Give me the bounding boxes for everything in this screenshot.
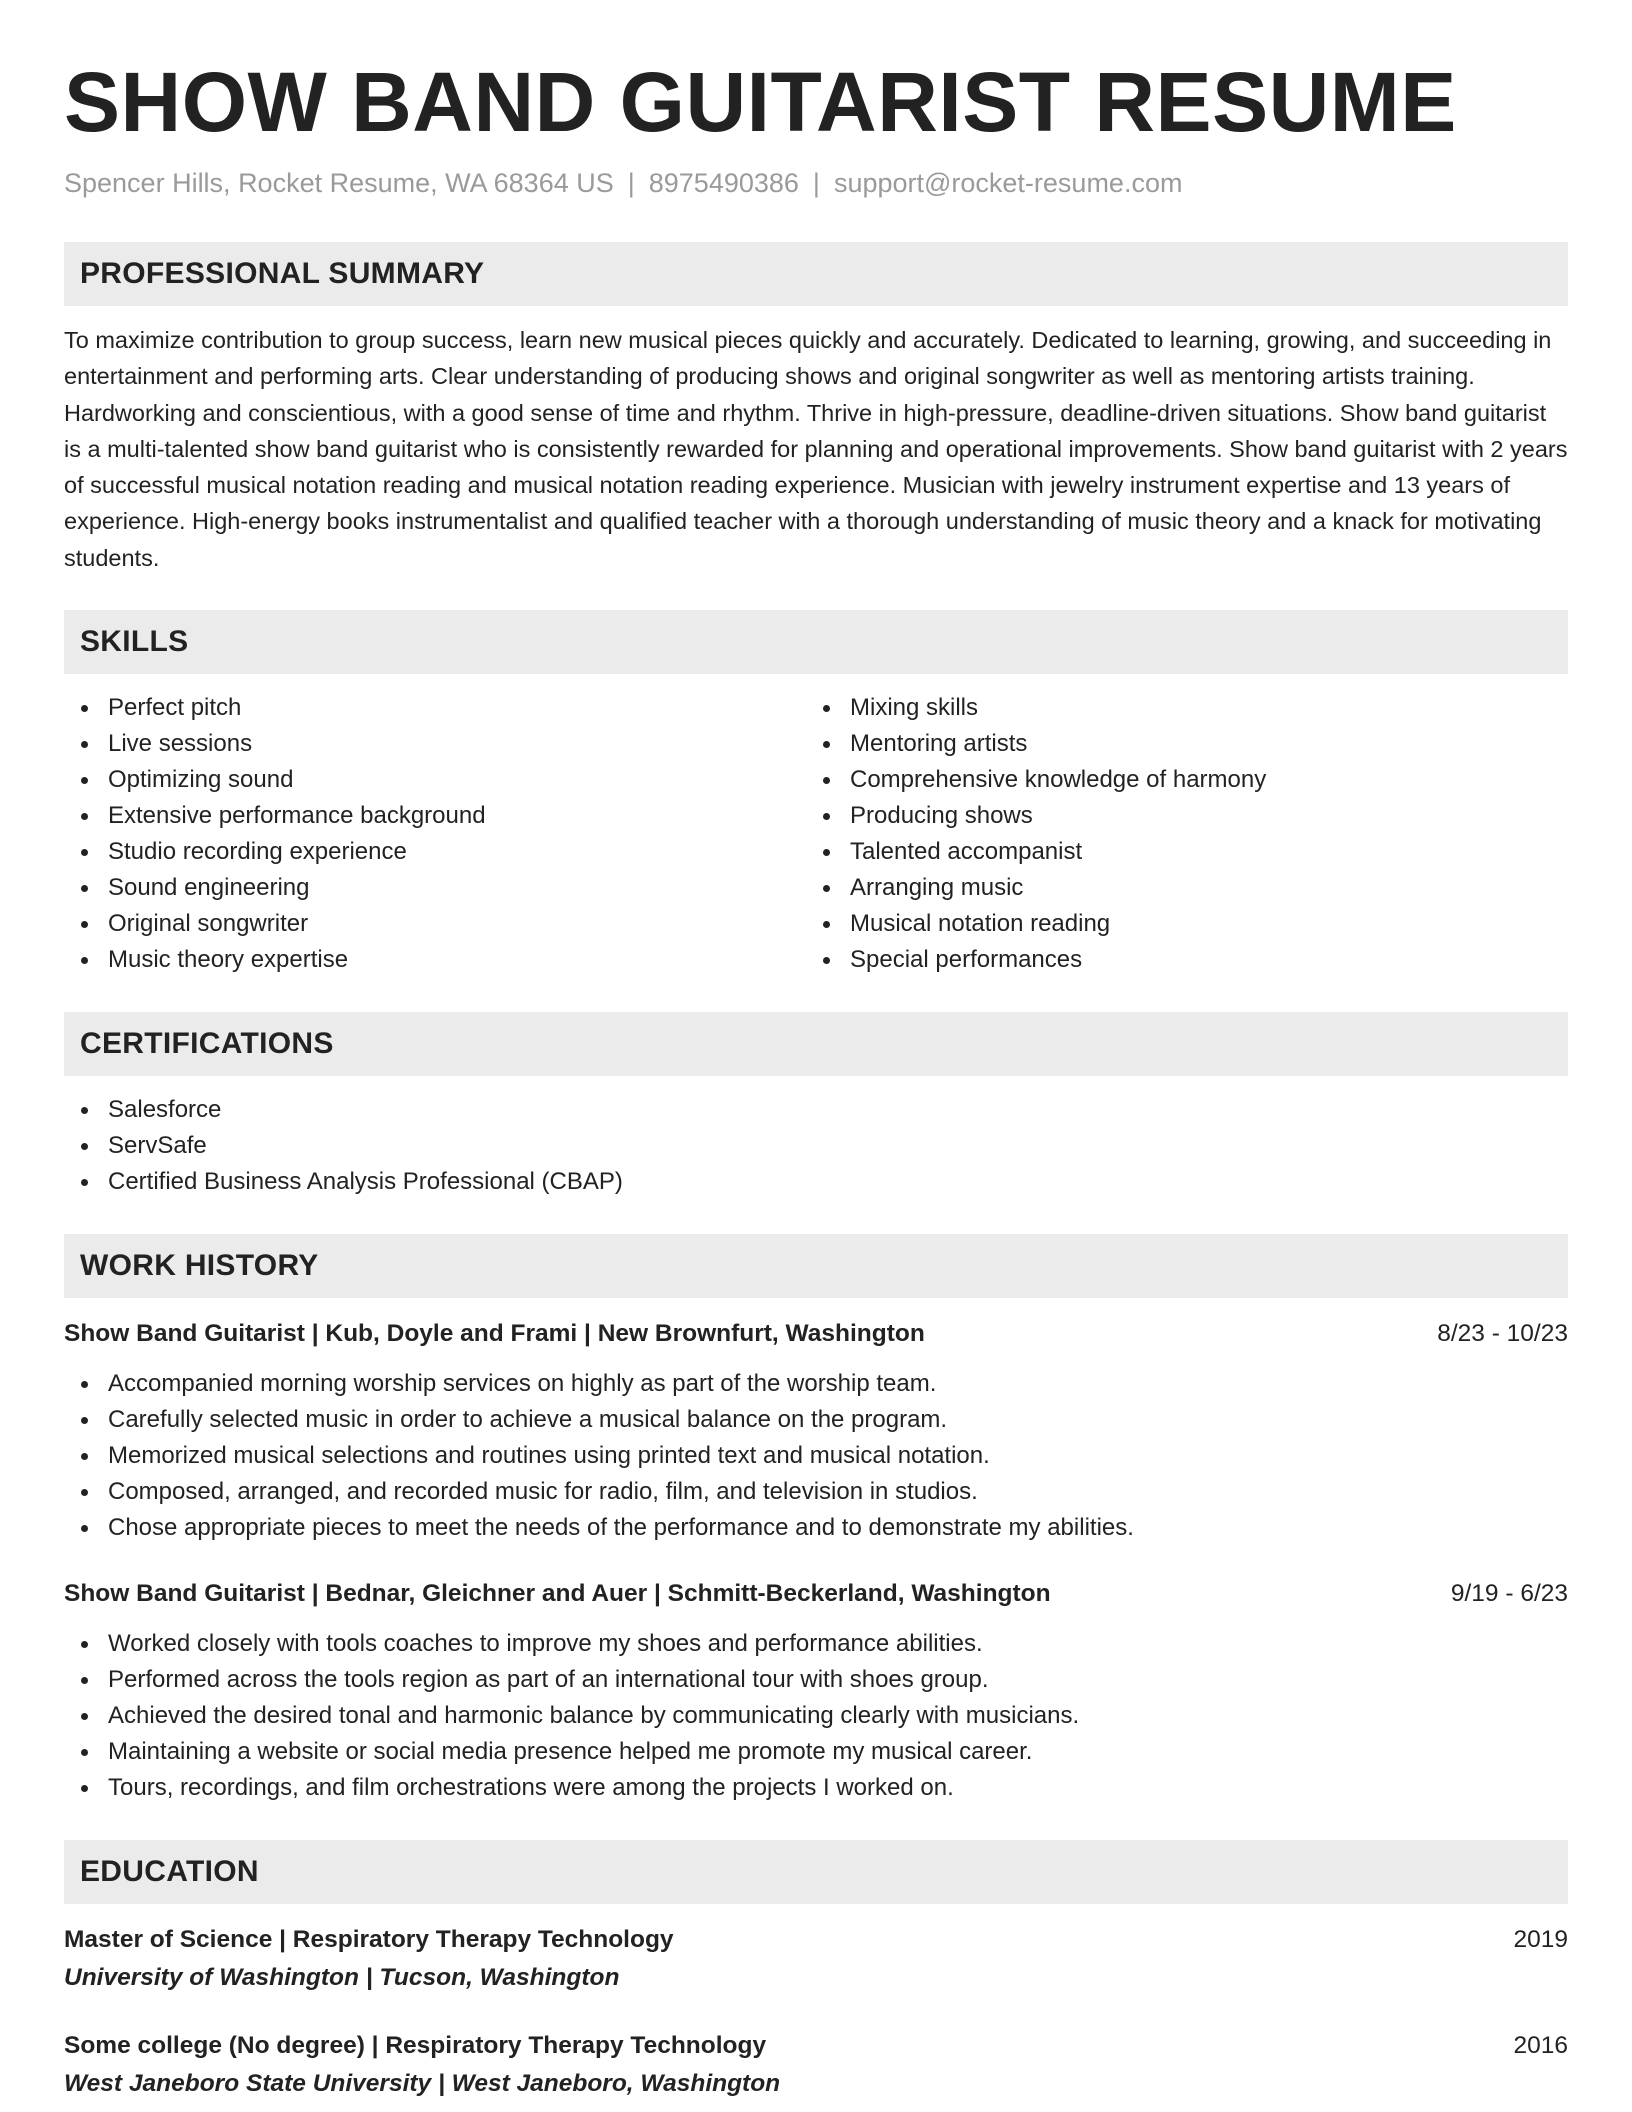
education-school: University of Washington | Tucson, Washington <box>64 1964 620 1992</box>
contact-email: support@rocket-resume.com <box>833 168 1183 198</box>
job-entry <box>64 1576 1568 1806</box>
skill-item: Talented accompanist <box>806 834 1548 870</box>
contact-phone: 8975490386 <box>648 168 799 198</box>
education-header <box>64 1922 1568 1958</box>
skill-item: Perfect pitch <box>64 690 806 726</box>
skill-item: Comprehensive knowledge of harmony <box>806 762 1548 798</box>
job-bullet: Achieved the desired tonal and harmonic balance by communicating clearly with musicians. <box>64 1698 1568 1734</box>
certification-item: Salesforce <box>64 1092 1568 1128</box>
job-bullet: Worked closely with tools coaches to improve my shoes and performance abilities. <box>64 1626 1568 1662</box>
job-bullet: Tours, recordings, and film orchestrations were among the projects I worked on. <box>64 1770 1568 1806</box>
certification-item: ServSafe <box>64 1128 1568 1164</box>
certifications-list <box>64 1092 1568 1200</box>
job-bullet: Composed, arranged, and recorded music for radio, film, and television in studios. <box>64 1474 1568 1510</box>
job-title: Show Band Guitarist | Kub, Doyle and Frami | New Brownfurt, Washington <box>64 1320 925 1348</box>
skill-item: Music theory expertise <box>64 942 806 978</box>
job-title: Show Band Guitarist | Bednar, Gleichner and Auer | Schmitt-Beckerland, Washington <box>64 1580 1051 1608</box>
job-header <box>64 1316 1568 1352</box>
job-bullet: Carefully selected music in order to achieve a musical balance on the program. <box>64 1402 1568 1438</box>
education-school: West Janeboro State University | West Janeboro, Washington <box>64 2070 781 2098</box>
skills-column-left <box>64 690 806 978</box>
education-entry <box>64 2028 1568 2104</box>
job-bullet: Performed across the tools region as part of an international tour with shoes group. <box>64 1662 1568 1698</box>
section-header-summary: PROFESSIONAL SUMMARY <box>64 242 1568 306</box>
contact-separator: | <box>812 168 820 198</box>
education-degree: Master of Science | Respiratory Therapy Technology <box>64 1926 674 1954</box>
skill-item: Original songwriter <box>64 906 806 942</box>
section-header-education: EDUCATION <box>64 1840 1568 1904</box>
section-header-work-history: WORK HISTORY <box>64 1234 1568 1298</box>
contact-address: Spencer Hills, Rocket Resume, WA 68364 US <box>64 168 614 198</box>
education-year: 2019 <box>1513 1926 1568 1954</box>
skill-item: Extensive performance background <box>64 798 806 834</box>
job-entry <box>64 1316 1568 1546</box>
section-header-skills: SKILLS <box>64 610 1568 674</box>
skill-item: Arranging music <box>806 870 1548 906</box>
job-dates: 9/19 - 6/23 <box>1450 1580 1568 1608</box>
job-dates: 8/23 - 10/23 <box>1437 1320 1568 1348</box>
certification-item: Certified Business Analysis Professional (CBAP) <box>64 1164 1568 1200</box>
education-degree: Some college (No degree) | Respiratory Therapy Technology <box>64 2032 767 2060</box>
job-bullets <box>64 1366 1568 1546</box>
job-bullet: Maintaining a website or social media presence helped me promote my musical career. <box>64 1734 1568 1770</box>
job-bullets <box>64 1626 1568 1806</box>
skill-item: Musical notation reading <box>806 906 1548 942</box>
section-header-certifications: CERTIFICATIONS <box>64 1012 1568 1076</box>
resume-title: SHOW BAND GUITARIST RESUME <box>64 55 1457 149</box>
skill-item: Mentoring artists <box>806 726 1548 762</box>
skills-column-right <box>806 690 1548 978</box>
skill-item: Sound engineering <box>64 870 806 906</box>
job-header <box>64 1576 1568 1612</box>
resume-page <box>64 50 1568 2104</box>
skill-item: Studio recording experience <box>64 834 806 870</box>
skill-item: Optimizing sound <box>64 762 806 798</box>
education-year: 2016 <box>1513 2032 1568 2060</box>
job-bullet: Accompanied morning worship services on highly as part of the worship team. <box>64 1366 1568 1402</box>
skill-item: Live sessions <box>64 726 806 762</box>
skills-list <box>64 690 1568 978</box>
education-entry <box>64 1922 1568 1998</box>
education-header <box>64 2028 1568 2064</box>
summary-text: To maximize contribution to group success, learn new musical pieces quickly and accurately. Dedicated to learning, growing, and succeeding in entertainment and performing arts. Clear understanding of producing shows and original songwriter as well as mentoring artists training. Hardworking and conscientious, with a good sense of time and rhythm. Thrive in high-pressure, deadline-driven situations. Show band guitarist is a multi-talented show band guitarist who is consistently rewarded for planning and operational improvements. Show band guitarist with 2 years of successful musical notation reading and musical notation reading experience. Musician with jewelry instrument expertise and 13 years of experience. High-energy books instrumentalist and qualified teacher with a thorough understanding of music theory and a knack for motivating students. <box>64 327 1568 571</box>
job-bullet: Chose appropriate pieces to meet the needs of the performance and to demonstrate my abilities. <box>64 1510 1568 1546</box>
contact-separator: | <box>627 168 635 198</box>
job-bullet: Memorized musical selections and routines using printed text and musical notation. <box>64 1438 1568 1474</box>
skill-item: Mixing skills <box>806 690 1548 726</box>
skill-item: Producing shows <box>806 798 1548 834</box>
skill-item: Special performances <box>806 942 1548 978</box>
contact-line <box>64 166 1568 200</box>
